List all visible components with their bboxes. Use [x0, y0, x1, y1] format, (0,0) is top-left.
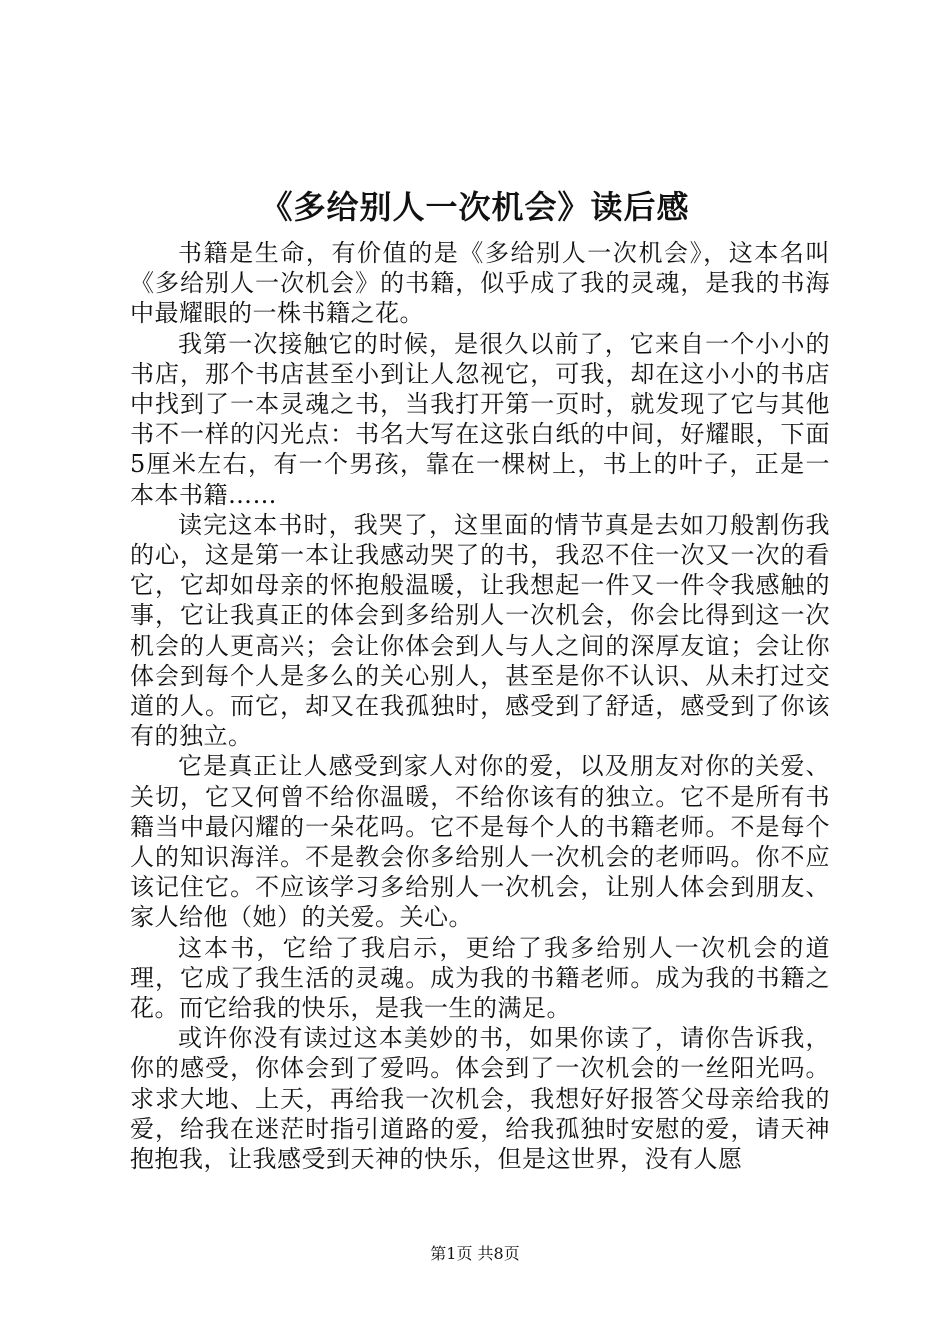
- document-title: 《多给别人一次机会》读后感: [260, 188, 690, 226]
- document-body: [130, 238, 830, 1174]
- paragraph: 读完这本书时，我哭了，这里面的情节真是去如刀般割伤我的心，这是第一本让我感动哭了的书，我忍不住一次又一次的看它，它却如母亲的怀抱般温暖，让我想起一件又一件令我感触的事，它让我真正的体会到多给别人一次机会，你会比得到这一次机会的人更高兴；会让你体会到人与人之间的深厚友谊；会让你体会到每个人是多么的关心别人，甚至是你不认识、从未打过交道的人。而它，却又在我孤独时，感受到了舒适，感受到了你该有的独立。: [130, 510, 830, 751]
- page-number-footer: 第1页 共8页: [430, 1244, 520, 1263]
- paragraph: 它是真正让人感受到家人对你的爱，以及朋友对你的关爱、关切，它又何曾不给你温暖，不给你该有的独立。它不是所有书籍当中最闪耀的一朵花吗。它不是每个人的书籍老师。不是每个人的知识海洋。不是教会你多给别人一次机会的老师吗。你不应该记住它。不应该学习多给别人一次机会，让别人体会到朋友、家人给他（她）的关爱。关心。: [130, 752, 830, 932]
- paragraph: 我第一次接触它的时候，是很久以前了，它来自一个小小的书店，那个书店甚至小到让人忽视它，可我，却在这小小的书店中找到了一本灵魂之书，当我打开第一页时，就发现了它与其他书不一样的闪光点：书名大写在这张白纸的中间，好耀眼，下面5厘米左右，有一个男孩，靠在一棵树上，书上的叶子，正是一本本书籍……: [130, 329, 830, 509]
- paragraph: 书籍是生命，有价值的是《多给别人一次机会》，这本名叫《多给别人一次机会》的书籍，似乎成了我的灵魂，是我的书海中最耀眼的一株书籍之花。: [130, 239, 830, 328]
- paragraph: 这本书，它给了我启示，更给了我多给别人一次机会的道理，它成了我生活的灵魂。成为我的书籍老师。成为我的书籍之花。而它给我的快乐，是我一生的满足。: [130, 933, 830, 1023]
- paragraph: 或许你没有读过这本美妙的书，如果你读了，请你告诉我，你的感受，你体会到了爱吗。体会到了一次机会的一丝阳光吗。求求大地、上天，再给我一次机会，我想好好报答父母亲给我的爱，给我在迷茫时指引道路的爱，给我孤独时安慰的爱，请天神抱抱我，让我感受到天神的快乐，但是这世界，没有人愿: [130, 1024, 830, 1174]
